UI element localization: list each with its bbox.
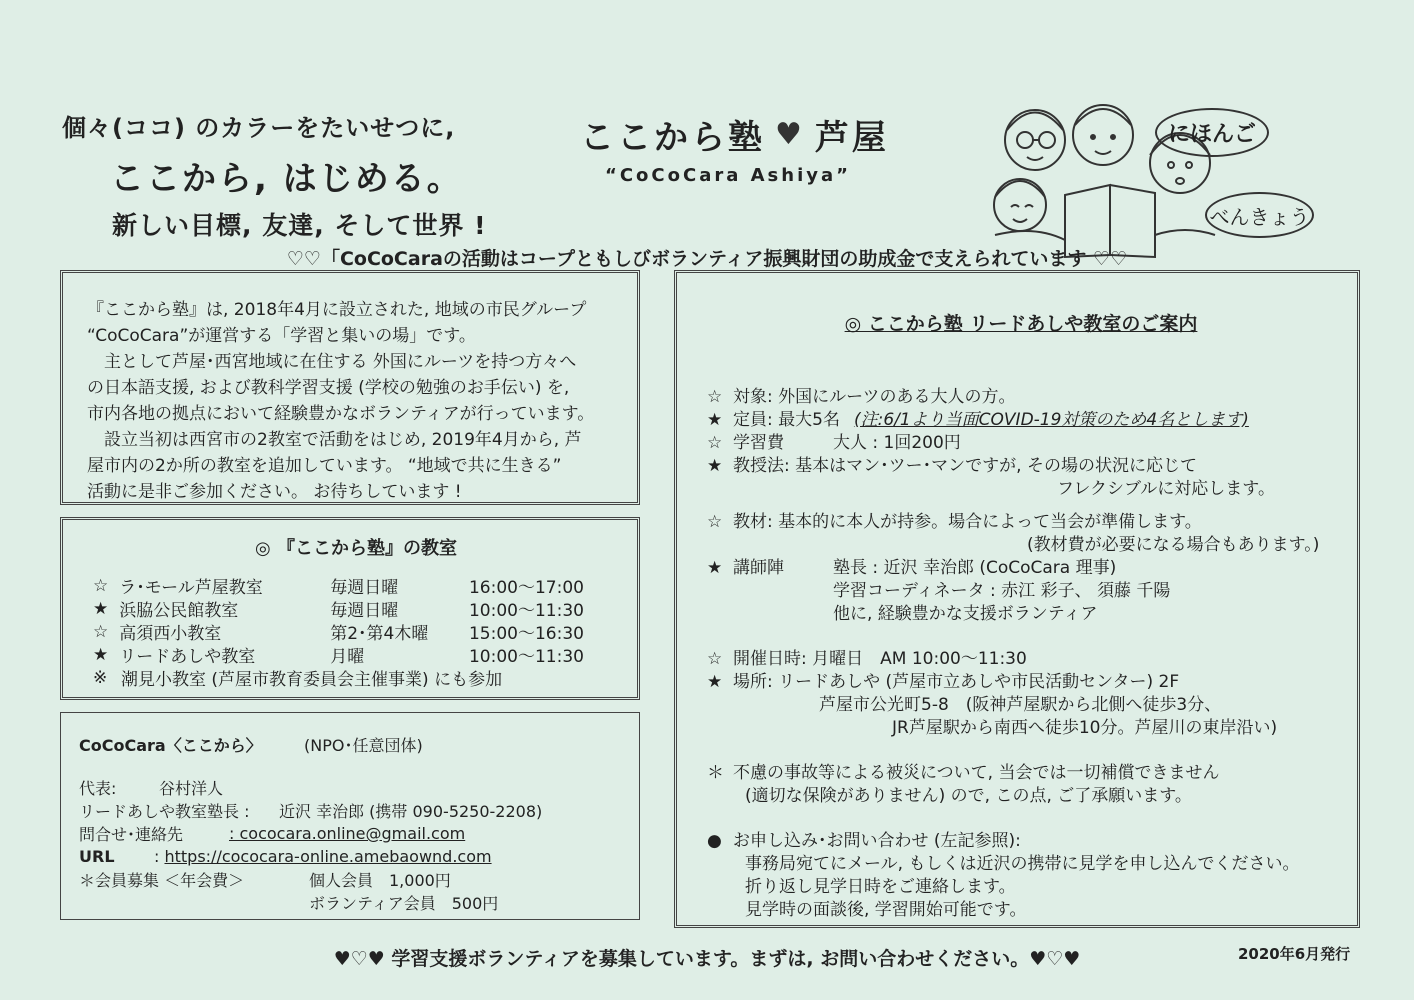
capacity-label: 定員	[733, 410, 767, 430]
fee-value: 大人 : 1回200円	[833, 433, 961, 453]
asterisk-mark: ＊	[707, 763, 724, 783]
info-box	[674, 270, 1360, 928]
issue-date: 2020年6月発行	[1238, 945, 1351, 963]
class-name: 高須西小教室	[119, 624, 222, 644]
staff-value-2: 学習コーディネータ : 赤江 彩子、 須藤 千陽	[833, 581, 1171, 601]
volunteer-recruit-footer: ♥♡♥ 学習支援ボランティアを募集しています。まずは, お問い合わせください。♥♡♥	[333, 948, 1081, 970]
apply-line-1: お申し込み･お問い合わせ (左記参照):	[733, 831, 1021, 851]
capacity-value: : 最大5名	[767, 410, 840, 430]
email-link[interactable]: : cococara.online@gmail.com	[229, 824, 466, 843]
disclaimer-line-1: 不慮の事故等による被災について, 当会では一切補償できません	[733, 763, 1220, 783]
head-label: リードあしや教室塾長 :	[79, 802, 250, 821]
apply-row	[707, 830, 1335, 853]
class-name: 浜脇公民館教室	[119, 601, 239, 621]
intro-box	[60, 270, 640, 505]
rep-label: 代表:	[79, 779, 117, 798]
target-row	[707, 386, 1335, 409]
inquiry-label: 問合せ･連絡先	[79, 825, 184, 844]
intro-line: “CoCoCara”が運営する「学習と集いの場」です。	[87, 326, 476, 346]
membership-volunteer: ボランティア会員 500円	[309, 894, 499, 913]
place-value: : リードあしや (芦屋市立あしや市民活動センター) 2F	[767, 672, 1180, 692]
date-value: : 月曜日 AM 10:00～11:30	[801, 649, 1027, 669]
materials-value-2: (教材費が必要になる場合もあります。)	[1027, 535, 1320, 555]
apply-line-4: 見学時の面談後, 学習開始可能です。	[745, 900, 1027, 920]
info-heading: ◎ ここから塾 リードあしや教室のご案内	[844, 313, 1198, 335]
class-row	[93, 643, 619, 666]
star-outline-icon: ☆	[707, 512, 723, 532]
star-filled-icon: ★	[707, 558, 723, 578]
star-outline-icon: ☆	[707, 387, 723, 407]
class-row	[93, 574, 619, 597]
classes-heading: ◎ 『ここから塾』の教室	[255, 538, 457, 559]
class-day: 毎週日曜	[330, 601, 399, 621]
disclaimer-line-2: (適切な保険がありません) ので, この点, ご了承願います。	[745, 786, 1192, 806]
slogan-line-3: 新しい目標, 友達, そして世界 !	[112, 211, 487, 240]
class-name: ラ･モール芦屋教室	[119, 578, 263, 598]
staff-value: 塾長 : 近沢 幸治郎 (CoCoCara 理事)	[833, 558, 1117, 578]
website-link[interactable]: https://cococara-online.amebaownd.com	[164, 847, 492, 866]
star-outline-icon: ☆	[707, 433, 723, 453]
subsidy-notice: ♡♡「CoCoCaraの活動はコープともしびボランティア振興財団の助成金で支えられています ♡♡	[286, 248, 1128, 270]
page-title	[580, 110, 950, 186]
place-row	[707, 671, 1335, 694]
intro-line: 活動に是非ご参加ください。 お待ちしています !	[87, 482, 462, 502]
fee-row	[707, 432, 1335, 455]
staff-value-3: 他に, 経験豊かな支援ボランティア	[833, 604, 1098, 624]
classes-box	[60, 517, 640, 700]
org-type: (NPO･任意団体)	[304, 736, 423, 755]
slogan-line-1: 個々(ココ) のカラーをたいせつに,	[62, 114, 456, 142]
star-outline-icon: ☆	[707, 649, 723, 669]
capacity-note: (注:6/1より当面COVID-19対策のため4名とします)	[853, 410, 1249, 430]
intro-line: 『ここから塾』は, 2018年4月に設立された, 地域の市民グループ	[87, 300, 587, 320]
speech-bubble-benkyo: べんきょう	[1205, 192, 1314, 238]
place-value-2: 芦屋市公光町5-8 (阪神芦屋駅から北側へ徒歩3分、	[819, 695, 1222, 715]
staff-label: 講師陣	[733, 558, 784, 578]
bullet-icon: ●	[707, 831, 722, 851]
class-time: 16:00～17:00	[468, 578, 584, 598]
title-subtitle: “CoCoCara Ashiya”	[605, 165, 851, 186]
materials-label: 教材	[733, 512, 767, 532]
star-outline-icon: ☆	[93, 575, 109, 596]
class-time: 10:00～11:30	[468, 647, 584, 667]
intro-line: の日本語支援, および教科学習支援 (学校の勉強のお手伝い) を,	[87, 378, 570, 398]
class-day: 月曜	[330, 647, 365, 667]
url-label: URL	[79, 847, 115, 866]
disclaimer-row	[707, 762, 1335, 785]
date-row	[707, 648, 1335, 671]
membership-individual: 個人会員 1,000円	[309, 871, 451, 890]
title-main: ここから塾	[580, 118, 765, 158]
capacity-row	[707, 409, 1335, 432]
class-day: 毎週日曜	[330, 578, 399, 598]
slogan-line-2: ここから, はじめる。	[110, 159, 463, 199]
class-name: リードあしや教室	[119, 647, 256, 667]
contact-box: CoCoCara〈ここから〉 (NPO･任意団体) 代表: 谷村洋人 リードあしや教室塾長 : 近沢 幸治郎 (携帯 090-5250-2208) 問合せ･連絡先 : cococara.online@gmail.com URL : https://cococara-online.amebaownd.com ＊会員募集 ＜年会費＞ 個人会員 1,000円 ボランティア会員 500円	[60, 712, 640, 920]
org-name: CoCoCara〈ここから〉	[79, 736, 262, 755]
method-value: : 基本はマン･ツー･マンですが, その場の状況に応じて	[784, 456, 1197, 476]
heart-icon: ♥	[775, 117, 805, 152]
title-place: 芦屋	[814, 118, 889, 158]
slogan	[62, 108, 532, 242]
method-label: 教授法	[733, 456, 784, 476]
class-note	[93, 666, 619, 689]
star-filled-icon: ★	[707, 410, 723, 430]
intro-line: 市内各地の拠点において経験豊かなボランティアが行っています。	[87, 404, 595, 424]
date-label: 開催日時	[733, 649, 801, 669]
star-filled-icon: ★	[707, 672, 723, 692]
speech-bubble-nihongo: にほんご	[1155, 108, 1269, 157]
class-time: 10:00～11:30	[468, 601, 584, 621]
head-name: 近沢 幸治郎 (携帯 090-5250-2208)	[279, 802, 543, 821]
target-value: : 外国にルーツのある大人の方。	[767, 387, 1016, 407]
class-day: 第2･第4木曜	[330, 624, 429, 644]
class-note-text: 潮見小教室 (芦屋市教育委員会主催事業) にも参加	[121, 670, 503, 690]
materials-value: : 基本的に本人が持参。場合によって当会が準備します。	[767, 512, 1202, 532]
rep-name: 谷村洋人	[159, 779, 224, 798]
method-row	[707, 455, 1335, 478]
star-outline-icon: ☆	[93, 621, 109, 642]
fee-label: 学習費	[733, 433, 784, 453]
intro-line: 主として芦屋･西宮地域に在住する 外国にルーツを持つ方々へ	[87, 352, 577, 372]
apply-line-3: 折り返し見学日時をご連絡します。	[745, 877, 1016, 897]
place-value-3: JR芦屋駅から南西へ徒歩10分。芦屋川の東岸沿い)	[892, 718, 1278, 738]
place-label: 場所	[733, 672, 767, 692]
intro-line: 設立当初は西宮市の2教室で活動をはじめ, 2019年4月から, 芦	[87, 430, 582, 450]
materials-row	[707, 511, 1335, 534]
staff-row	[707, 557, 1335, 580]
membership-label: ＊会員募集 ＜年会費＞	[79, 871, 245, 890]
class-row	[93, 620, 619, 643]
star-filled-icon: ★	[93, 644, 109, 665]
intro-line: 屋市内の2か所の教室を追加しています。 “地域で共に生きる”	[87, 456, 562, 476]
method-value-2: フレクシブルに対応します。	[1057, 479, 1275, 499]
apply-line-2: 事務局宛てにメール, もしくは近沢の携帯に見学を申し込んでください。	[745, 854, 1300, 874]
target-label: 対象	[733, 387, 767, 407]
class-row	[93, 597, 619, 620]
star-filled-icon: ★	[707, 456, 723, 476]
class-time: 15:00～16:30	[468, 624, 584, 644]
star-filled-icon: ★	[93, 598, 109, 619]
note-mark: ※	[93, 667, 108, 688]
